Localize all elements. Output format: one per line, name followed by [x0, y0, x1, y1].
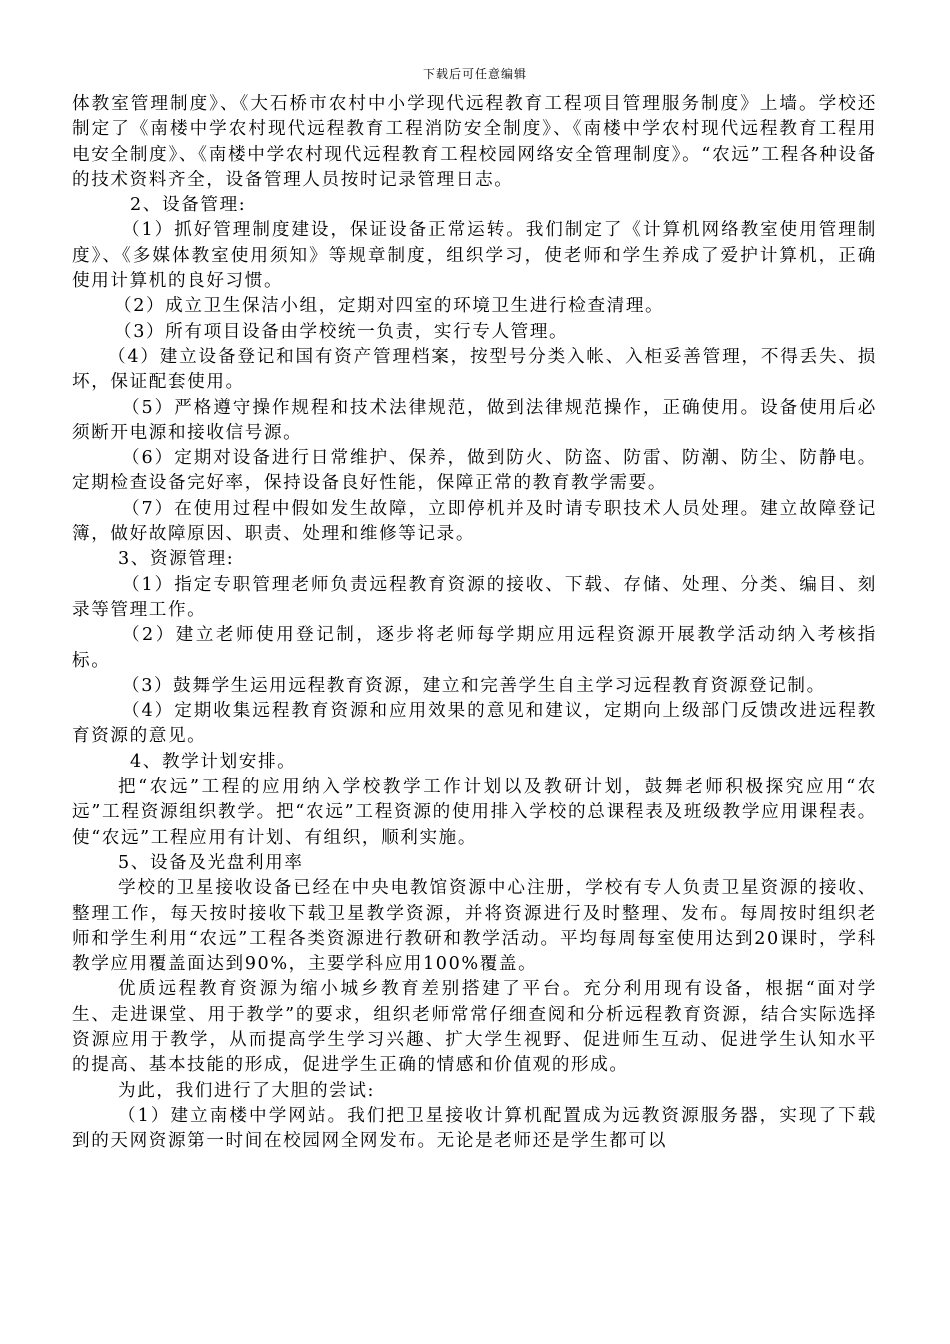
paragraph: （4）建立设备登记和国有资产管理档案，按型号分类入帐、入柜妥善管理，不得丢失、损坏，保证配套使用。	[72, 346, 877, 393]
section-heading: 4、教学计划安排。	[130, 751, 297, 772]
paragraph: （6）定期对设备进行日常维护、保养，做到防火、防盗、防雷、防潮、防尘、防静电。定期检查设备完好率，保持设备良好性能，保障正常的教育教学需要。	[72, 448, 877, 494]
page-header: 下载后可任意编辑	[422, 67, 527, 81]
paragraph: （7）在使用过程中假如发生故障，立即停机并及时请专职技术人员处理。建立故障登记簿，做好故障原因、职责、处理和维修等记录。	[72, 498, 877, 545]
paragraph: 把“农远”工程的应用纳入学校教学工作计划以及教研计划，鼓舞老师积极探究应用“农远”工程资源组织教学。把“农远”工程资源的使用排入学校的总课程表及班级教学应用课程表。使“农远”工程应用有计划、有组织，顺利实施。	[72, 777, 877, 848]
paragraph: （1）指定专职管理老师负责远程教育资源的接收、下载、存储、处理、分类、编目、刻录等管理工作。	[72, 574, 877, 620]
paragraph: 优质远程教育资源为缩小城乡教育差别搭建了平台。充分利用现有设备，根据“面对学生、走进课堂、用于教学”的要求，组织老师常常仔细查阅和分析远程教育资源，结合实际选择资源应用于教学，从而提高学生学习兴趣、扩大学生视野、促进师生互动、促进学生认知水平的提高、基本技能的形成，促进学生正确的情感和价值观的形成。	[72, 979, 877, 1076]
paragraph: 体教室管理制度》、《大石桥市农村中小学现代远程教育工程项目管理服务制度》上墙。学校还制定了《南楼中学农村现代远程教育工程消防安全制度》、《南楼中学农村现代远程教育工程用电安全制度》、《南楼中学农村现代远程教育工程校园网络安全管理制度》。“农远”工程各种设备的技术资料齐全，设备管理人员按时记录管理日志。	[72, 94, 877, 190]
paragraph: （1）抓好管理制度建设，保证设备正常运转。我们制定了《计算机网络教室使用管理制度》、《多媒体教室使用须知》等规章制度，组织学习，使老师和学生养成了爱护计算机，正确使用计算机的良好习惯。	[72, 220, 877, 292]
document-body	[72, 92, 877, 1154]
paragraph: （3）鼓舞学生运用远程教育资源，建立和完善学生自主学习远程教育资源登记制。	[122, 675, 826, 696]
paragraph: （4）定期收集远程教育资源和应用效果的意见和建议，定期向上级部门反馈改进远程教育资源的意见。	[72, 701, 877, 747]
paragraph: （1）建立南楼中学网站。我们把卫星接收计算机配置成为远教资源服务器，实现了下载到的天网资源第一时间在校园网全网发布。无论是老师还是学生都可以	[72, 1105, 877, 1152]
section-heading: 5、设备及光盘利用率	[118, 852, 304, 873]
paragraph: （2）建立老师使用登记制，逐步将老师每学期应用远程资源开展教学活动纳入考核指标。	[72, 625, 877, 671]
paragraph: （3）所有项目设备由学校统一负责，实行专人管理。	[114, 321, 569, 342]
paragraph: 为此，我们进行了大胆的尝试:	[118, 1080, 376, 1101]
paragraph: （5）严格遵守操作规程和技术法律规范，做到法律规范操作，正确使用。设备使用后必须断开电源和接收信号源。	[72, 397, 877, 443]
section-heading: 2、设备管理:	[130, 195, 247, 216]
paragraph: 学校的卫星接收设备已经在中央电教馆资源中心注册，学校有专人负责卫星资源的接收、整理工作，每天按时接收下载卫星教学资源，并将资源进行及时整理、发布。每周按时组织老师和学生利用“农远”工程各类资源进行教研和教学活动。平均每周每室使用达到20课时，学科教学应用覆盖面达到90%，主要学科应用100%覆盖。	[72, 878, 877, 975]
section-heading: 3、资源管理:	[118, 549, 235, 570]
paragraph: （2）成立卫生保洁小组，定期对四室的环境卫生进行检查清理。	[114, 296, 665, 317]
